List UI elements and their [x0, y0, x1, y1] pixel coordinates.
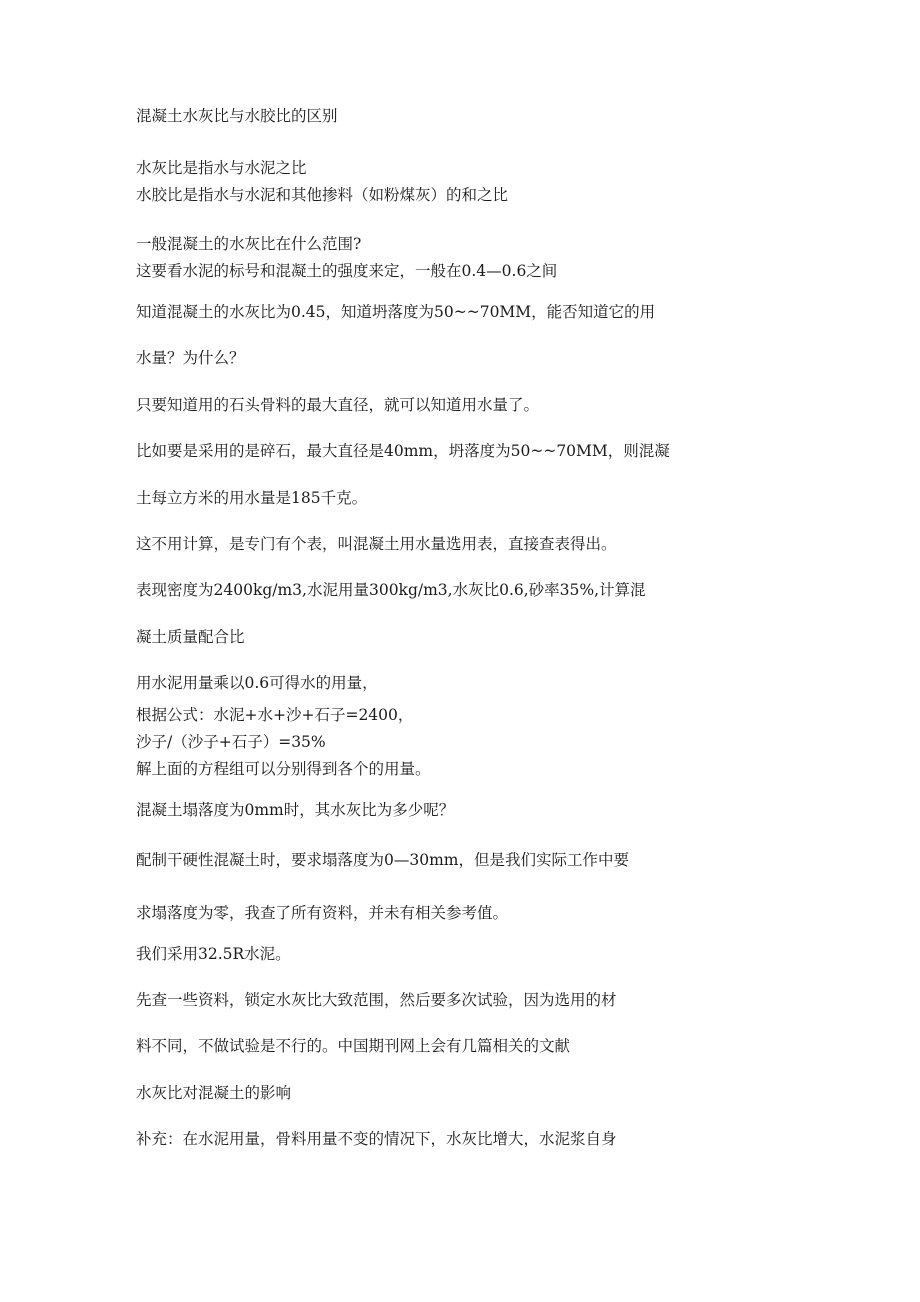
- text-line: 只要知道用的石头骨料的最大直径，就可以知道用水量了。: [136, 396, 540, 414]
- text-line: 这不用计算，是专门有个表，叫混凝土用水量选用表，直接查表得出。: [136, 535, 617, 553]
- text-line: 水灰比是指水与水泥之比: [136, 159, 307, 177]
- text-line: 沙子/（沙子+石子）=35%: [136, 733, 326, 751]
- question-line: 凝土质量配合比: [136, 628, 245, 646]
- text-line: 补充：在水泥用量，骨料用量不变的情况下，水灰比增大，水泥浆自身: [136, 1130, 617, 1148]
- question-line: 一般混凝土的水灰比在什么范围?: [136, 235, 362, 253]
- text-line: 先查一些资料，锁定水灰比大致范围，然后要多次试验，因为选用的材: [136, 991, 617, 1009]
- text-line: 我们采用32.5R水泥。: [136, 945, 291, 963]
- question-line: 混凝土塌落度为0mm时，其水灰比为多少呢？: [136, 801, 455, 819]
- text-line: 料不同，不做试验是不行的。中国期刊网上会有几篇相关的文献: [136, 1037, 571, 1055]
- text-line: 配制干硬性混凝土时，要求塌落度为0—30mm，但是我们实际工作中要: [136, 851, 629, 869]
- question-line: 水量？为什么？: [136, 349, 245, 367]
- section-heading: 水灰比对混凝土的影响: [136, 1084, 292, 1102]
- text-line: 用水泥用量乘以0.6可得水的用量，: [136, 674, 378, 692]
- document-title: 混凝土水灰比与水胶比的区别: [136, 107, 338, 125]
- text-line: 根据公式：水泥+水+沙+石子=2400，: [136, 706, 414, 724]
- text-line: 这要看水泥的标号和混凝土的强度来定，一般在0.4—0.6之间: [136, 262, 558, 280]
- text-line: 比如要是采用的是碎石，最大直径是40mm，坍落度为50~~70MM，则混凝: [136, 442, 670, 460]
- text-line: 土每立方米的用水量是185千克。: [136, 489, 368, 507]
- text-line: 求塌落度为零，我查了所有资料，并未有相关参考值。: [136, 904, 509, 922]
- question-line: 知道混凝土的水灰比为0.45，知道坍落度为50~~70MM，能否知道它的用: [136, 303, 656, 321]
- text-line: 解上面的方程组可以分别得到各个的用量。: [136, 760, 431, 778]
- question-line: 表现密度为2400kg/m3,水泥用量300kg/m3,水灰比0.6,砂率35%,计算混: [136, 581, 646, 599]
- text-line: 水胶比是指水与水泥和其他掺料（如粉煤灰）的和之比: [136, 186, 509, 204]
